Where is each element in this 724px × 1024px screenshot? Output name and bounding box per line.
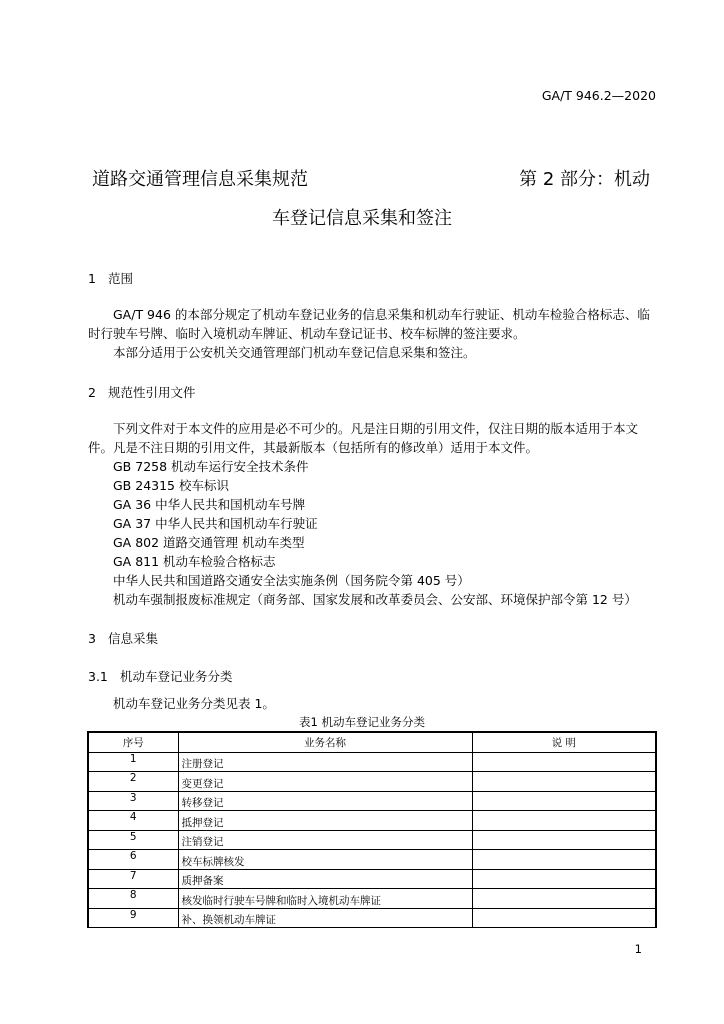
column-header-seq: 序号 xyxy=(88,732,178,752)
table-row xyxy=(88,811,656,831)
row-seq: 9 xyxy=(88,908,178,928)
section-number: 3 xyxy=(88,631,96,646)
row-name: 注册登记 xyxy=(178,752,472,772)
section-3-1-paragraph-1: 机动车登记业务分类见表 1。 xyxy=(113,696,275,711)
registration-business-table xyxy=(87,731,657,928)
row-note xyxy=(472,889,656,909)
section-number: 2 xyxy=(88,385,96,400)
row-name: 质押备案 xyxy=(178,869,472,889)
row-note xyxy=(472,752,656,772)
section-title: 信息采集 xyxy=(108,631,159,646)
row-name: 注销登记 xyxy=(178,830,472,850)
document-title-line1-left: 道路交通管理信息采集规范 xyxy=(92,169,308,190)
section-title: 范围 xyxy=(108,271,134,286)
row-note xyxy=(472,869,656,889)
row-seq: 8 xyxy=(88,889,178,909)
row-seq: 4 xyxy=(88,811,178,831)
row-seq: 2 xyxy=(88,772,178,792)
table-row xyxy=(88,752,656,772)
section-3-1-heading xyxy=(88,667,233,685)
row-note xyxy=(472,908,656,928)
row-name: 补、换领机动车牌证 xyxy=(178,908,472,928)
row-note xyxy=(472,791,656,811)
column-header-name: 业务名称 xyxy=(178,732,472,752)
section-2-heading xyxy=(88,383,196,401)
table-row xyxy=(88,850,656,870)
table-row xyxy=(88,908,656,928)
page-number: 1 xyxy=(634,942,642,956)
table-row xyxy=(88,889,656,909)
row-seq: 1 xyxy=(88,752,178,772)
row-seq: 7 xyxy=(88,869,178,889)
table-row xyxy=(88,869,656,889)
section-title: 机动车登记业务分类 xyxy=(120,669,233,684)
row-name: 校车标牌核发 xyxy=(178,850,472,870)
row-note xyxy=(472,772,656,792)
reference-item: GB 24315 校车标识 xyxy=(113,478,229,493)
row-seq: 6 xyxy=(88,850,178,870)
section-3-heading xyxy=(88,629,158,647)
section-1-paragraph-1: GA/T 946 的本部分规定了机动车登记业务的信息采集和机动车行驶证、机动车检验合格标志、临时行驶车号牌、临时入境机动车牌证、机动车登记证书、校车标牌的签注要求。 xyxy=(88,307,650,341)
reference-item: 中华人民共和国道路交通安全法实施条例（国务院令第 405 号） xyxy=(113,573,470,588)
table-caption: 表1 机动车登记业务分类 xyxy=(299,715,425,729)
row-name: 核发临时行驶车号牌和临时入境机动车牌证 xyxy=(178,889,472,909)
table-header-row xyxy=(88,732,656,752)
section-number: 3.1 xyxy=(88,669,108,684)
row-seq: 5 xyxy=(88,830,178,850)
reference-item: GA 811 机动车检验合格标志 xyxy=(113,554,276,569)
row-note xyxy=(472,811,656,831)
reference-item: 机动车强制报废标准规定（商务部、国家发展和改革委员会、公安部、环境保护部令第 12 号） xyxy=(113,592,637,607)
table-row xyxy=(88,791,656,811)
section-1-paragraph-2: 本部分适用于公安机关交通管理部门机动车登记信息采集和签注。 xyxy=(113,345,476,360)
row-name: 变更登记 xyxy=(178,772,472,792)
section-2-paragraph-1: 下列文件对于本文件的应用是必不可少的。凡是注日期的引用文件，仅注日期的版本适用于本文件。凡是不注日期的引用文件，其最新版本（包括所有的修改单）适用于本文件。 xyxy=(88,421,639,455)
row-name: 抵押登记 xyxy=(178,811,472,831)
table-row xyxy=(88,772,656,792)
table-row xyxy=(88,830,656,850)
section-title: 规范性引用文件 xyxy=(108,385,196,400)
reference-item: GA 37 中华人民共和国机动车行驶证 xyxy=(113,516,318,531)
row-note xyxy=(472,850,656,870)
document-title-line2: 车登记信息采集和签注 xyxy=(272,208,452,229)
row-note xyxy=(472,830,656,850)
document-title-line1-right: 第 2 部分：机动 xyxy=(519,169,650,190)
column-header-note: 说 明 xyxy=(472,732,656,752)
section-number: 1 xyxy=(88,271,96,286)
row-name: 转移登记 xyxy=(178,791,472,811)
section-1-heading xyxy=(88,269,133,287)
standard-number: GA/T 946.2—2020 xyxy=(541,88,656,103)
reference-item: GA 802 道路交通管理 机动车类型 xyxy=(113,535,305,550)
reference-item: GA 36 中华人民共和国机动车号牌 xyxy=(113,497,306,512)
row-seq: 3 xyxy=(88,791,178,811)
reference-item: GB 7258 机动车运行安全技术条件 xyxy=(113,459,309,474)
